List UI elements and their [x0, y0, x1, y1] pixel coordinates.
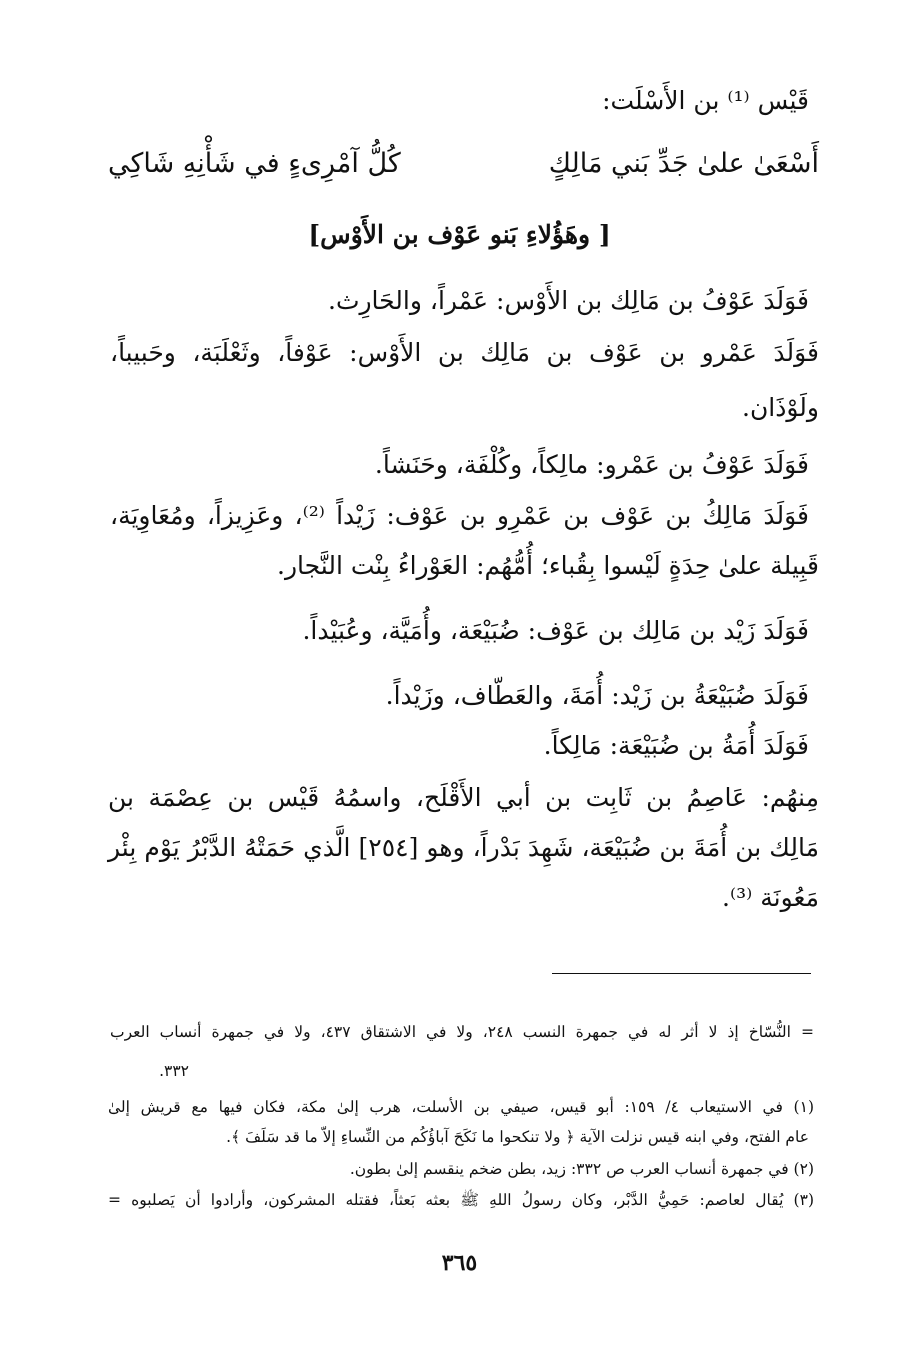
- footnote-line: ٣٣٢.: [159, 1062, 189, 1080]
- body-line: فَوَلَدَ عَوْفُ بن مَالِك بن الأَوْس: عَمْراً، والحَارِث.: [328, 286, 809, 315]
- body-line: فَوَلَدَ زَيْد بن مَالِك بن عَوْف: ضُبَيْعَة، وأُمَيَّة، وعُبَيْداً.: [302, 616, 809, 645]
- footnote-line: (١) في الاستيعاب ٤/ ١٥٩: أبو قيس، صيفي بن الأسلت، هرب إلىٰ مكة، فكان فيها مع قريش إلىٰ: [108, 1098, 814, 1116]
- footnote-line: = النُّسّاخ إذ لا أثر له في جمهرة النسب ٢٤٨، ولا في الاشتقاق ٤٣٧، ولا في جمهرة أنساب العرب: [110, 1023, 814, 1041]
- footnote-line: (٢) في جمهرة أنساب العرب ص ٣٣٢: زيد، بطن ضخم ينقسم إلىٰ بطون.: [349, 1160, 814, 1178]
- body-line: ولَوْذَان.: [742, 393, 819, 422]
- footnote-line: (٣) يُقال لعاصم: حَمِيُّ الدَّبْر، وكان رسولُ اللهِ ﷺ بعثه بَعثاً، فقتله المشركون، وأرادوا أن يَصلبوه =: [108, 1191, 814, 1209]
- body-line: مَعُونَة ⁽³⁾.: [722, 883, 819, 912]
- verse-left-hemistich: كُلُّ آمْرِىءٍ في شَأْنِهِ شَاكِي: [108, 148, 401, 179]
- body-line: قَبِيلة علىٰ حِدَةٍ لَيْسوا بِقُباء؛ أُمُّهُم: العَوْراءُ بِنْت النَّجار.: [277, 551, 819, 580]
- footnote-line: عام الفتح، وفي ابنه قيس نزلت الآية ﴿ ولا تنكحوا ما نَكَحَ آباؤُكُم من النِّساءِ إلاّ ما قد سَلَفَ ﴾.: [226, 1128, 809, 1146]
- body-line: فَوَلَدَ ضُبَيْعَةُ بن زَيْد: أُمَةَ، والعَطّاف، وزَيْداً.: [385, 681, 809, 710]
- body-line: فَوَلَدَ أُمَةُ بن ضُبَيْعَة: مَالِكاً.: [543, 731, 809, 760]
- body-line: مَالِك بن أُمَةَ بن ضُبَيْعَة، شَهِدَ بَدْراً، وهو [٢٥٤] الَّذي حَمَتْهُ الدَّبْرُ يَوْم بِئْر: [108, 833, 819, 862]
- section-heading: [ وهَؤُلاءِ بَنو عَوْف بن الأَوْس]: [308, 220, 611, 249]
- intro-line: قَيْس ⁽¹⁾ بن الأَسْلَت:: [602, 86, 809, 115]
- footnote-separator: [552, 973, 811, 974]
- body-line: مِنهُم: عَاصِمُ بن ثَابِت بن أبي الأَقْلَح، واسمُهُ قَيْس بن عِصْمَة بن: [108, 783, 819, 812]
- verse-right-hemistich: أَسْعَىٰ علىٰ جَدِّ بَني مَالِكٍ: [548, 148, 819, 179]
- body-line: فَوَلَدَ عَمْرو بن عَوْف بن مَالِك بن الأَوْس: عَوْفاً، وثَعْلَبَة، وحَبيباً،: [110, 338, 819, 367]
- body-line: فَوَلَدَ مَالِكُ بن عَوْف بن عَمْرِو بن عَوْف: زَيْداً ⁽²⁾، وعَزِيزاً، ومُعَاوِيَة،: [110, 501, 809, 530]
- page-number: ٣٦٥: [441, 1250, 478, 1276]
- body-line: فَوَلَدَ عَوْفُ بن عَمْرو: مالِكاً، وكُلْفَة، وحَنَشاً.: [374, 450, 809, 479]
